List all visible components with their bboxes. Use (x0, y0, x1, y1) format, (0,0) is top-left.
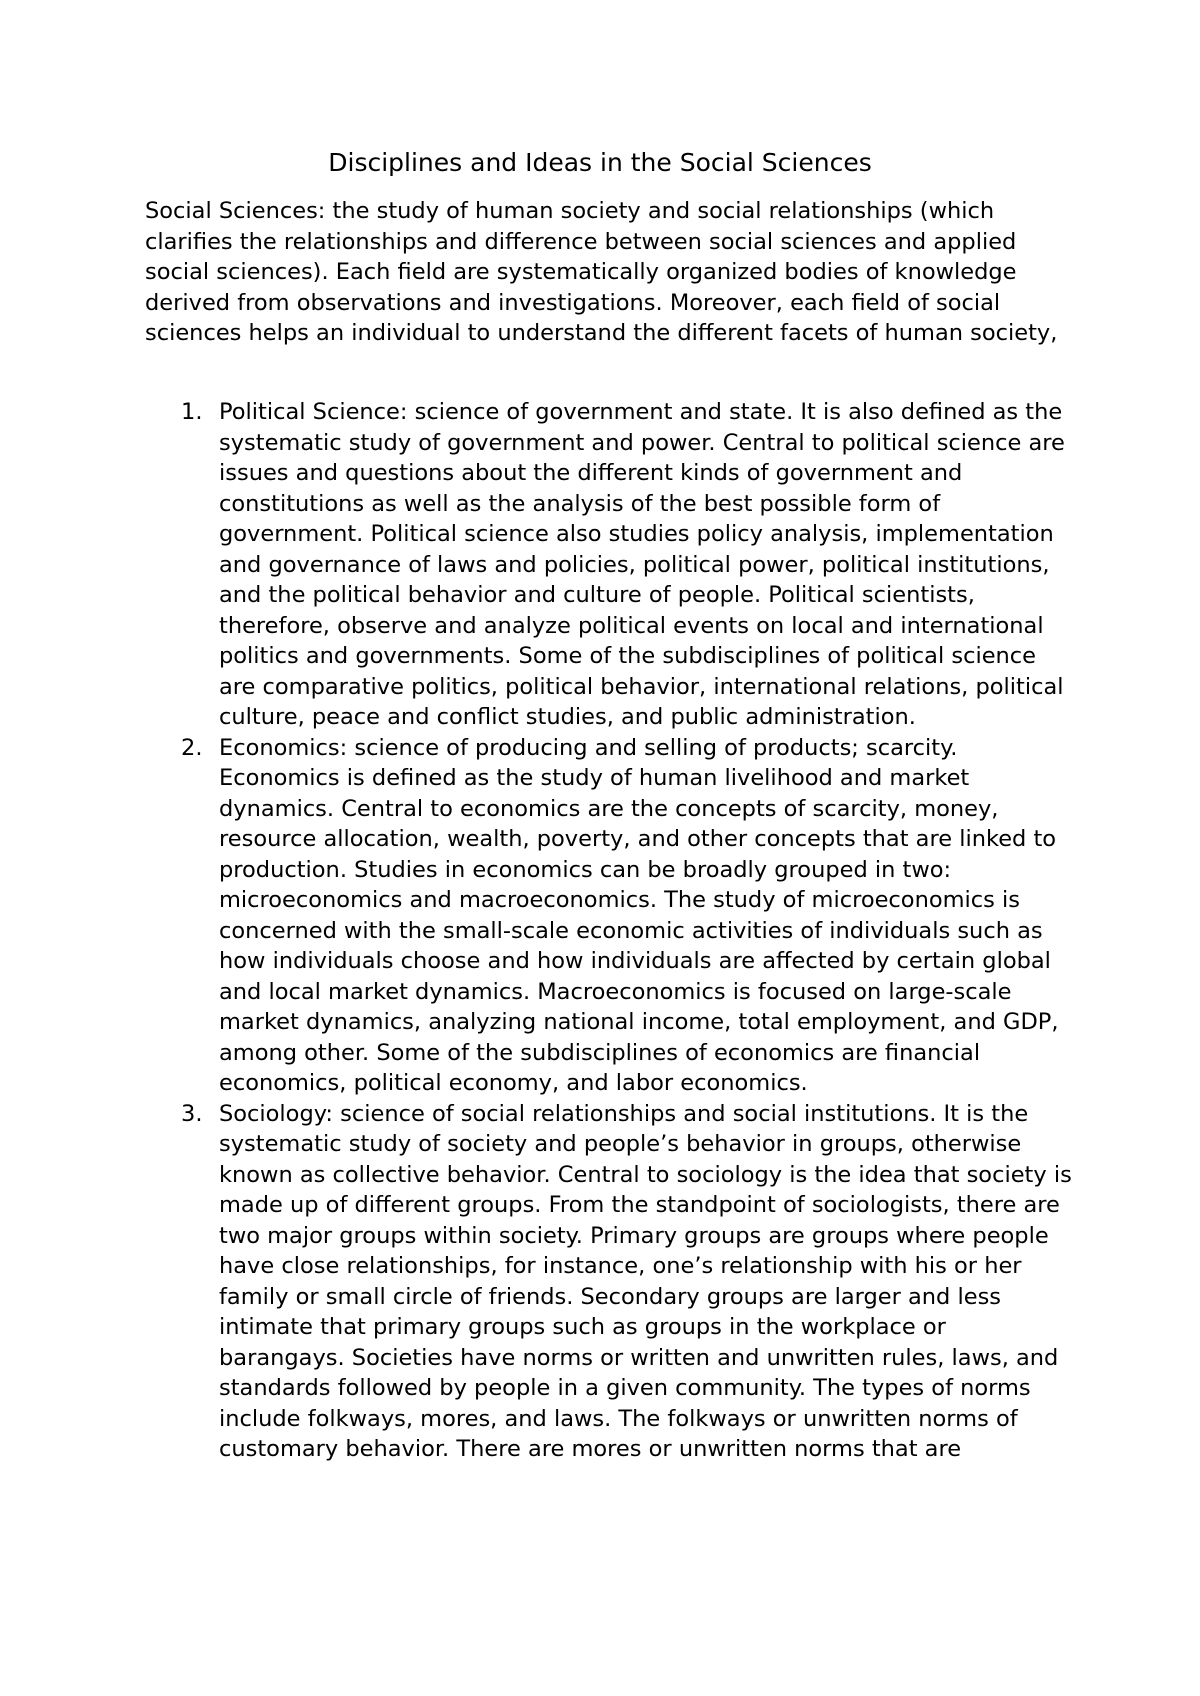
list-item-text: Political Science: science of government and state. It is also defined as the systematic study of government and power. Central to political science are issues and questions about the different kinds of government and constitutions as well as the analysis of the best possible form of government. Political science also studies policy analysis, implementation and governance of laws and policies, political power, political institutions, and the political behavior and culture of people. Political scientists, therefore, observe and analyze political events on local and international politics and governments. Some of the subdisciplines of political science are comparative politics, political behavior, international relations, political culture, peace and conflict studies, and public administration. (219, 399, 1065, 730)
disciplines-list (145, 397, 1075, 1465)
list-item-number: 3. (181, 1100, 203, 1127)
document-title: Disciplines and Ideas in the Social Sciences (328, 148, 872, 177)
list-item-economics (145, 733, 1075, 1099)
list-item-text: Sociology: science of social relationships and social institutions. It is the systematic study of society and people’s behavior in groups, otherwise known as collective behavior. Central to sociology is the idea that society is made up of different groups. From the standpoint of sociologists, there are two major groups within society. Primary groups are groups where people have close relationships, for instance, one’s relationship with his or her family or small circle of friends. Secondary groups are larger and less intimate that primary groups such as groups in the workplace or barangays. Societies have norms or written and unwritten rules, laws, and standards followed by people in a given community. The types of norms include folkways, mores, and laws. The folkways or unwritten norms of customary behavior. There are mores or unwritten norms that are (219, 1100, 1072, 1462)
list-item-number: 2. (181, 734, 203, 761)
list-item-text: Economics: science of producing and selling of products; scarcity. Economics is defined as the study of human livelihood and market dynamics. Central to economics are the concepts of scarcity, money, resource allocation, wealth, poverty, and other concepts that are linked to production. Studies in economics can be broadly grouped in two: microeconomics and macroeconomics. The study of microeconomics is concerned with the small-scale economic activities of individuals such as how individuals choose and how individuals are affected by certain global and local market dynamics. Macroeconomics is focused on large-scale market dynamics, analyzing national income, total employment, and GDP, among other. Some of the subdisciplines of economics are financial economics, political economy, and labor economics. (219, 734, 1059, 1096)
list-item-number: 1. (181, 399, 203, 425)
list-item-sociology (145, 1099, 1075, 1465)
intro-paragraph: Social Sciences: the study of human society and social relationships (which clarifies the relationships and difference between social sciences and applied social sciences). Each field are systematically organized bodies of knowledge derived from observations and investigations. Moreover, each field of social sciences helps an individual to understand the different facets of human society, (145, 198, 1058, 346)
list-item-political-science (145, 397, 1075, 733)
